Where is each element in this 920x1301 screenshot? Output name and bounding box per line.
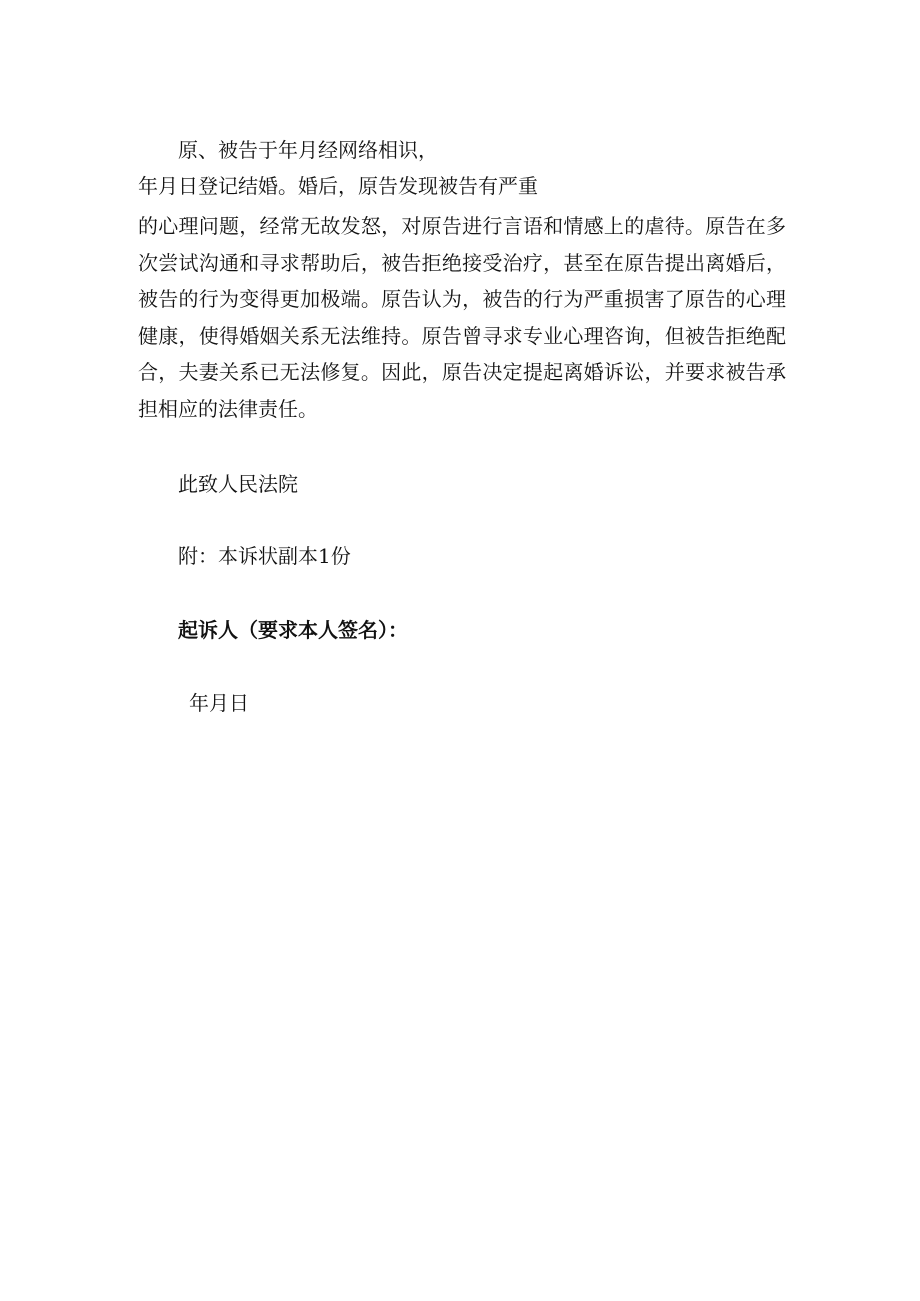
signer-label: 起诉人（要求本人签名）： bbox=[178, 618, 408, 642]
attachment-note: 附：本诉状副本1份 bbox=[178, 544, 351, 568]
opening-line-2: 年月日登记结婚。婚后，原告发现被告有严重 bbox=[138, 174, 538, 198]
opening-line-1: 原、被告于年月经网络相识， bbox=[178, 138, 438, 162]
date-label: 年月日 bbox=[189, 691, 249, 715]
complaint-body-paragraph: 的心理问题，经常无故发怒，对原告进行言语和情感上的虐待。原告在多次尝试沟通和寻求帮助后，被告拒绝接受治疗，甚至在原告提出离婚后，被告的行为变得更加极端。原告认为，被告的行为严重损害了原告的心理健康，使得婚姻关系无法维持。原告曾寻求专业心理咨询，但被告拒绝配合，夫妻关系已无法修复。因此，原告决定提起离婚诉讼，并要求被告承担相应的法律责任。 bbox=[138, 214, 786, 421]
court-greeting: 此致人民法院 bbox=[178, 472, 298, 496]
